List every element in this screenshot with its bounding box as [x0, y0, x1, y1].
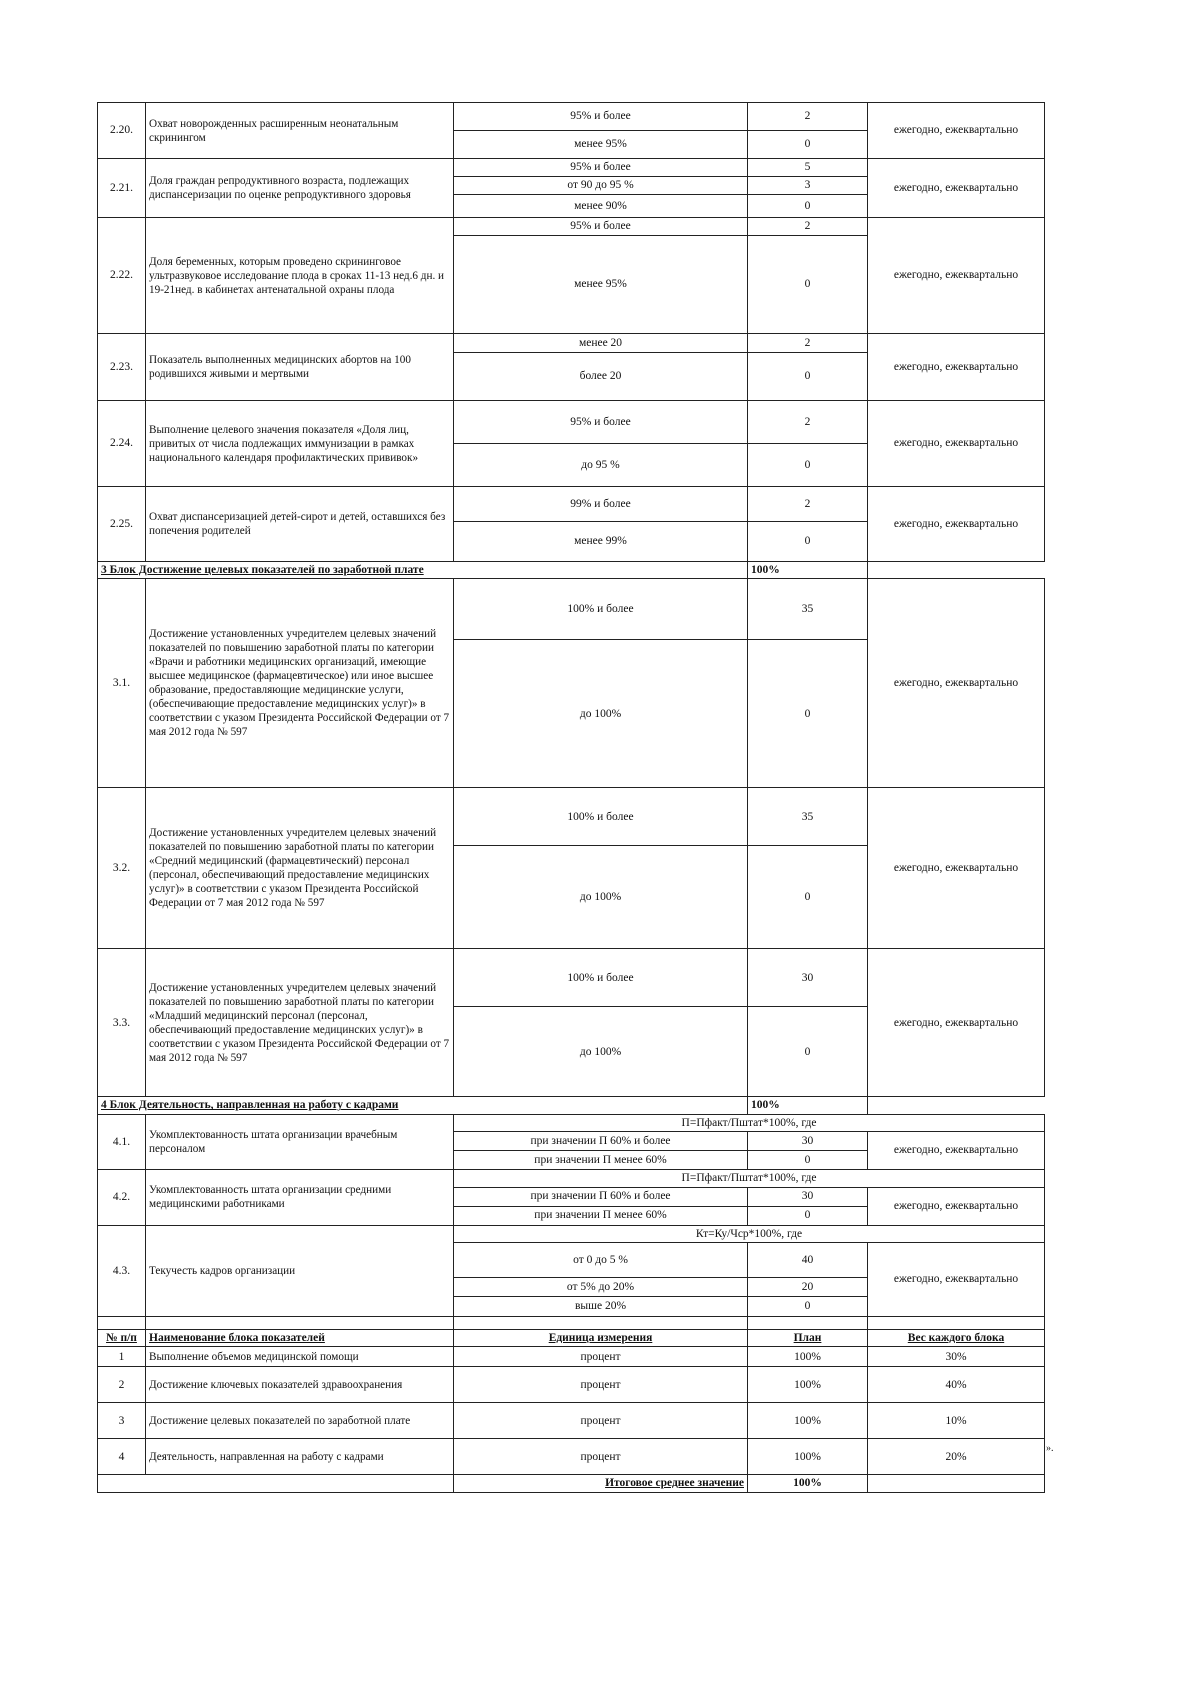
summary-block-name: Достижение целевых показателей по заработной плате	[146, 1403, 454, 1439]
spacer-row	[98, 1316, 1045, 1329]
indicators-table	[97, 102, 1045, 1493]
criterion-points: 35	[748, 788, 868, 846]
block-empty	[868, 562, 1045, 579]
indicator-period: ежегодно, ежеквартально	[868, 159, 1045, 218]
block-percent: 100%	[748, 562, 868, 579]
criterion-value: до 95 %	[454, 444, 748, 487]
block-header-row	[98, 1097, 1045, 1114]
criterion-points: 0	[748, 1206, 868, 1225]
criterion-value: 95% и более	[454, 218, 748, 236]
summary-plan: 100%	[748, 1367, 868, 1403]
indicator-name: Охват диспансеризацией детей-сирот и детей, оставшихся без попечения родителей	[146, 487, 454, 562]
indicator-number: 2.25.	[98, 487, 146, 562]
indicator-row	[98, 218, 1045, 236]
summary-plan: 100%	[748, 1439, 868, 1475]
criterion-value: до 100%	[454, 1007, 748, 1097]
criterion-points: 2	[748, 334, 868, 353]
indicator-name: Укомплектованность штата организации средними медицинскими работниками	[146, 1170, 454, 1225]
summary-header-cell: Вес каждого блока	[868, 1329, 1045, 1346]
block-empty	[868, 1097, 1045, 1114]
total-empty	[868, 1475, 1045, 1492]
indicator-period: ежегодно, ежеквартально	[868, 949, 1045, 1097]
indicator-row	[98, 334, 1045, 353]
indicator-name: Текучесть кадров организации	[146, 1225, 454, 1316]
criterion-value: менее 90%	[454, 195, 748, 218]
criterion-points: 0	[748, 1296, 868, 1316]
spacer-cell	[98, 1316, 146, 1329]
criterion-points: 0	[748, 195, 868, 218]
indicator-row	[98, 103, 1045, 131]
total-blank	[98, 1475, 454, 1492]
criterion-value: при значении П 60% и более	[454, 1187, 748, 1206]
criterion-value: при значении П менее 60%	[454, 1206, 748, 1225]
criterion-value: менее 20	[454, 334, 748, 353]
criterion-points: 2	[748, 401, 868, 444]
criterion-value: при значении П менее 60%	[454, 1151, 748, 1170]
indicator-number: 4.3.	[98, 1225, 146, 1316]
criterion-points: 30	[748, 1132, 868, 1151]
criterion-value: выше 20%	[454, 1296, 748, 1316]
criterion-value: менее 95%	[454, 131, 748, 159]
criterion-value: 95% и более	[454, 401, 748, 444]
summary-row	[98, 1403, 1045, 1439]
spacer-cell	[748, 1316, 868, 1329]
indicator-formula: П=Пфакт/Пштат*100%, где	[454, 1114, 1045, 1131]
summary-weight: 30%	[868, 1347, 1045, 1367]
criterion-points: 0	[748, 522, 868, 562]
closing-quote-mark: ».	[1046, 1443, 1054, 1454]
summary-header-row	[98, 1329, 1045, 1346]
criterion-points: 5	[748, 159, 868, 177]
criterion-value: более 20	[454, 353, 748, 401]
indicator-row	[98, 159, 1045, 177]
summary-number: 2	[98, 1367, 146, 1403]
document-page	[97, 102, 1044, 1493]
indicator-name: Достижение установленных учредителем целевых значений показателей по повышению заработной платы по категории «Средний медицинский (фармацевтический) персонал (персонал, обеспечивающий предоставление медицинских услуг)» в соответствии с указом Президента Российской Федерации от 7 мая 2012 года № 597	[146, 788, 454, 949]
summary-header-cell: Единица измерения	[454, 1329, 748, 1346]
criterion-points: 0	[748, 846, 868, 949]
block-header-row	[98, 562, 1045, 579]
block-title: 3 Блок Достижение целевых показателей по заработной плате	[98, 562, 748, 579]
criterion-points: 30	[748, 949, 868, 1007]
indicator-period: ежегодно, ежеквартально	[868, 1242, 1045, 1316]
indicator-name: Достижение установленных учредителем целевых значений показателей по повышению заработной платы по категории «Врачи и работники медицинских организаций, имеющие высшее медицинское (фармацевтическое) или иное высшее образование, предоставляющие медицинские услуги, (обеспечивающие предоставление медицинских услуг)» в соответствии с указом Президента Российской Федерации от 7 мая 2012 года № 597	[146, 579, 454, 788]
spacer-cell	[454, 1316, 748, 1329]
criterion-value: 99% и более	[454, 487, 748, 522]
criterion-value: от 0 до 5 %	[454, 1242, 748, 1277]
indicator-period: ежегодно, ежеквартально	[868, 487, 1045, 562]
criterion-points: 20	[748, 1277, 868, 1296]
indicator-period: ежегодно, ежеквартально	[868, 334, 1045, 401]
criterion-value: 100% и более	[454, 788, 748, 846]
criterion-points: 30	[748, 1187, 868, 1206]
criterion-value: от 90 до 95 %	[454, 177, 748, 195]
indicator-number: 4.2.	[98, 1170, 146, 1225]
indicator-formula: П=Пфакт/Пштат*100%, где	[454, 1170, 1045, 1187]
indicator-name: Охват новорожденных расширенным неонатальным скринингом	[146, 103, 454, 159]
indicator-name: Показатель выполненных медицинских абортов на 100 родившихся живыми и мертвыми	[146, 334, 454, 401]
summary-unit: процент	[454, 1367, 748, 1403]
criterion-value: при значении П 60% и более	[454, 1132, 748, 1151]
summary-row	[98, 1367, 1045, 1403]
total-value: 100%	[748, 1475, 868, 1492]
criterion-points: 0	[748, 1007, 868, 1097]
summary-row	[98, 1347, 1045, 1367]
criterion-points: 0	[748, 444, 868, 487]
indicator-name: Доля беременных, которым проведено скрининговое ультразвуковое исследование плода в сроках 11-13 нед.6 дн. и 19-21нед. в кабинетах антенатальной охраны плода	[146, 218, 454, 334]
indicator-period: ежегодно, ежеквартально	[868, 103, 1045, 159]
indicator-name: Выполнение целевого значения показателя «Доля лиц, привитых от числа подлежащих иммунизации в рамках национального календаря профилактических прививок»	[146, 401, 454, 487]
indicator-row	[98, 579, 1045, 640]
indicator-number: 3.2.	[98, 788, 146, 949]
criterion-points: 2	[748, 103, 868, 131]
criterion-points: 0	[748, 131, 868, 159]
criterion-points: 2	[748, 487, 868, 522]
summary-plan: 100%	[748, 1347, 868, 1367]
summary-row	[98, 1439, 1045, 1475]
criterion-points: 0	[748, 353, 868, 401]
summary-weight: 40%	[868, 1367, 1045, 1403]
indicator-row	[98, 401, 1045, 444]
summary-header-cell: План	[748, 1329, 868, 1346]
summary-block-name: Достижение ключевых показателей здравоохранения	[146, 1367, 454, 1403]
criterion-points: 3	[748, 177, 868, 195]
indicator-number: 4.1.	[98, 1114, 146, 1169]
indicator-number: 3.1.	[98, 579, 146, 788]
block-title: 4 Блок Деятельность, направленная на работу с кадрами	[98, 1097, 748, 1114]
indicator-formula: Кт=Ку/Чср*100%, где	[454, 1225, 1045, 1242]
total-row	[98, 1475, 1045, 1492]
summary-number: 1	[98, 1347, 146, 1367]
criterion-value: до 100%	[454, 640, 748, 788]
summary-weight: 20%	[868, 1439, 1045, 1475]
indicator-number: 2.20.	[98, 103, 146, 159]
indicator-number: 2.22.	[98, 218, 146, 334]
criterion-points: 40	[748, 1242, 868, 1277]
indicator-name: Укомплектованность штата организации врачебным персоналом	[146, 1114, 454, 1169]
indicator-name: Достижение установленных учредителем целевых значений показателей по повышению заработной платы по категории «Младший медицинский персонал (персонал, обеспечивающий предоставление медицинских услуг)» в соответствии с указом Президента Российской Федерации от 7 мая 2012 года № 597	[146, 949, 454, 1097]
summary-number: 4	[98, 1439, 146, 1475]
indicator-period: ежегодно, ежеквартально	[868, 401, 1045, 487]
criterion-value: менее 99%	[454, 522, 748, 562]
indicator-number: 2.23.	[98, 334, 146, 401]
indicator-period: ежегодно, ежеквартально	[868, 579, 1045, 788]
summary-plan: 100%	[748, 1403, 868, 1439]
indicator-row	[98, 1225, 1045, 1242]
indicator-period: ежегодно, ежеквартально	[868, 1187, 1045, 1225]
criterion-value: до 100%	[454, 846, 748, 949]
indicator-number: 3.3.	[98, 949, 146, 1097]
block-percent: 100%	[748, 1097, 868, 1114]
indicator-row	[98, 487, 1045, 522]
criterion-value: 95% и более	[454, 159, 748, 177]
criterion-value: 100% и более	[454, 949, 748, 1007]
spacer-cell	[146, 1316, 454, 1329]
summary-unit: процент	[454, 1403, 748, 1439]
criterion-points: 0	[748, 640, 868, 788]
criterion-points: 2	[748, 218, 868, 236]
indicator-period: ежегодно, ежеквартально	[868, 788, 1045, 949]
indicator-row	[98, 949, 1045, 1007]
criterion-points: 35	[748, 579, 868, 640]
indicator-period: ежегодно, ежеквартально	[868, 218, 1045, 334]
criterion-points: 0	[748, 1151, 868, 1170]
summary-block-name: Деятельность, направленная на работу с кадрами	[146, 1439, 454, 1475]
summary-block-name: Выполнение объемов медицинской помощи	[146, 1347, 454, 1367]
summary-header-cell: Наименование блока показателей	[146, 1329, 454, 1346]
summary-unit: процент	[454, 1347, 748, 1367]
indicator-period: ежегодно, ежеквартально	[868, 1132, 1045, 1170]
spacer-cell	[868, 1316, 1045, 1329]
summary-header-cell: № п/п	[98, 1329, 146, 1346]
summary-weight: 10%	[868, 1403, 1045, 1439]
indicator-row	[98, 1114, 1045, 1131]
criterion-value: менее 95%	[454, 236, 748, 334]
summary-unit: процент	[454, 1439, 748, 1475]
indicator-number: 2.21.	[98, 159, 146, 218]
criterion-points: 0	[748, 236, 868, 334]
indicator-name: Доля граждан репродуктивного возраста, подлежащих диспансеризации по оценке репродуктивного здоровья	[146, 159, 454, 218]
criterion-value: от 5% до 20%	[454, 1277, 748, 1296]
total-label: Итоговое среднее значение	[454, 1475, 748, 1492]
criterion-value: 100% и более	[454, 579, 748, 640]
indicator-row	[98, 788, 1045, 846]
indicator-row	[98, 1170, 1045, 1187]
criterion-value: 95% и более	[454, 103, 748, 131]
indicator-number: 2.24.	[98, 401, 146, 487]
summary-number: 3	[98, 1403, 146, 1439]
